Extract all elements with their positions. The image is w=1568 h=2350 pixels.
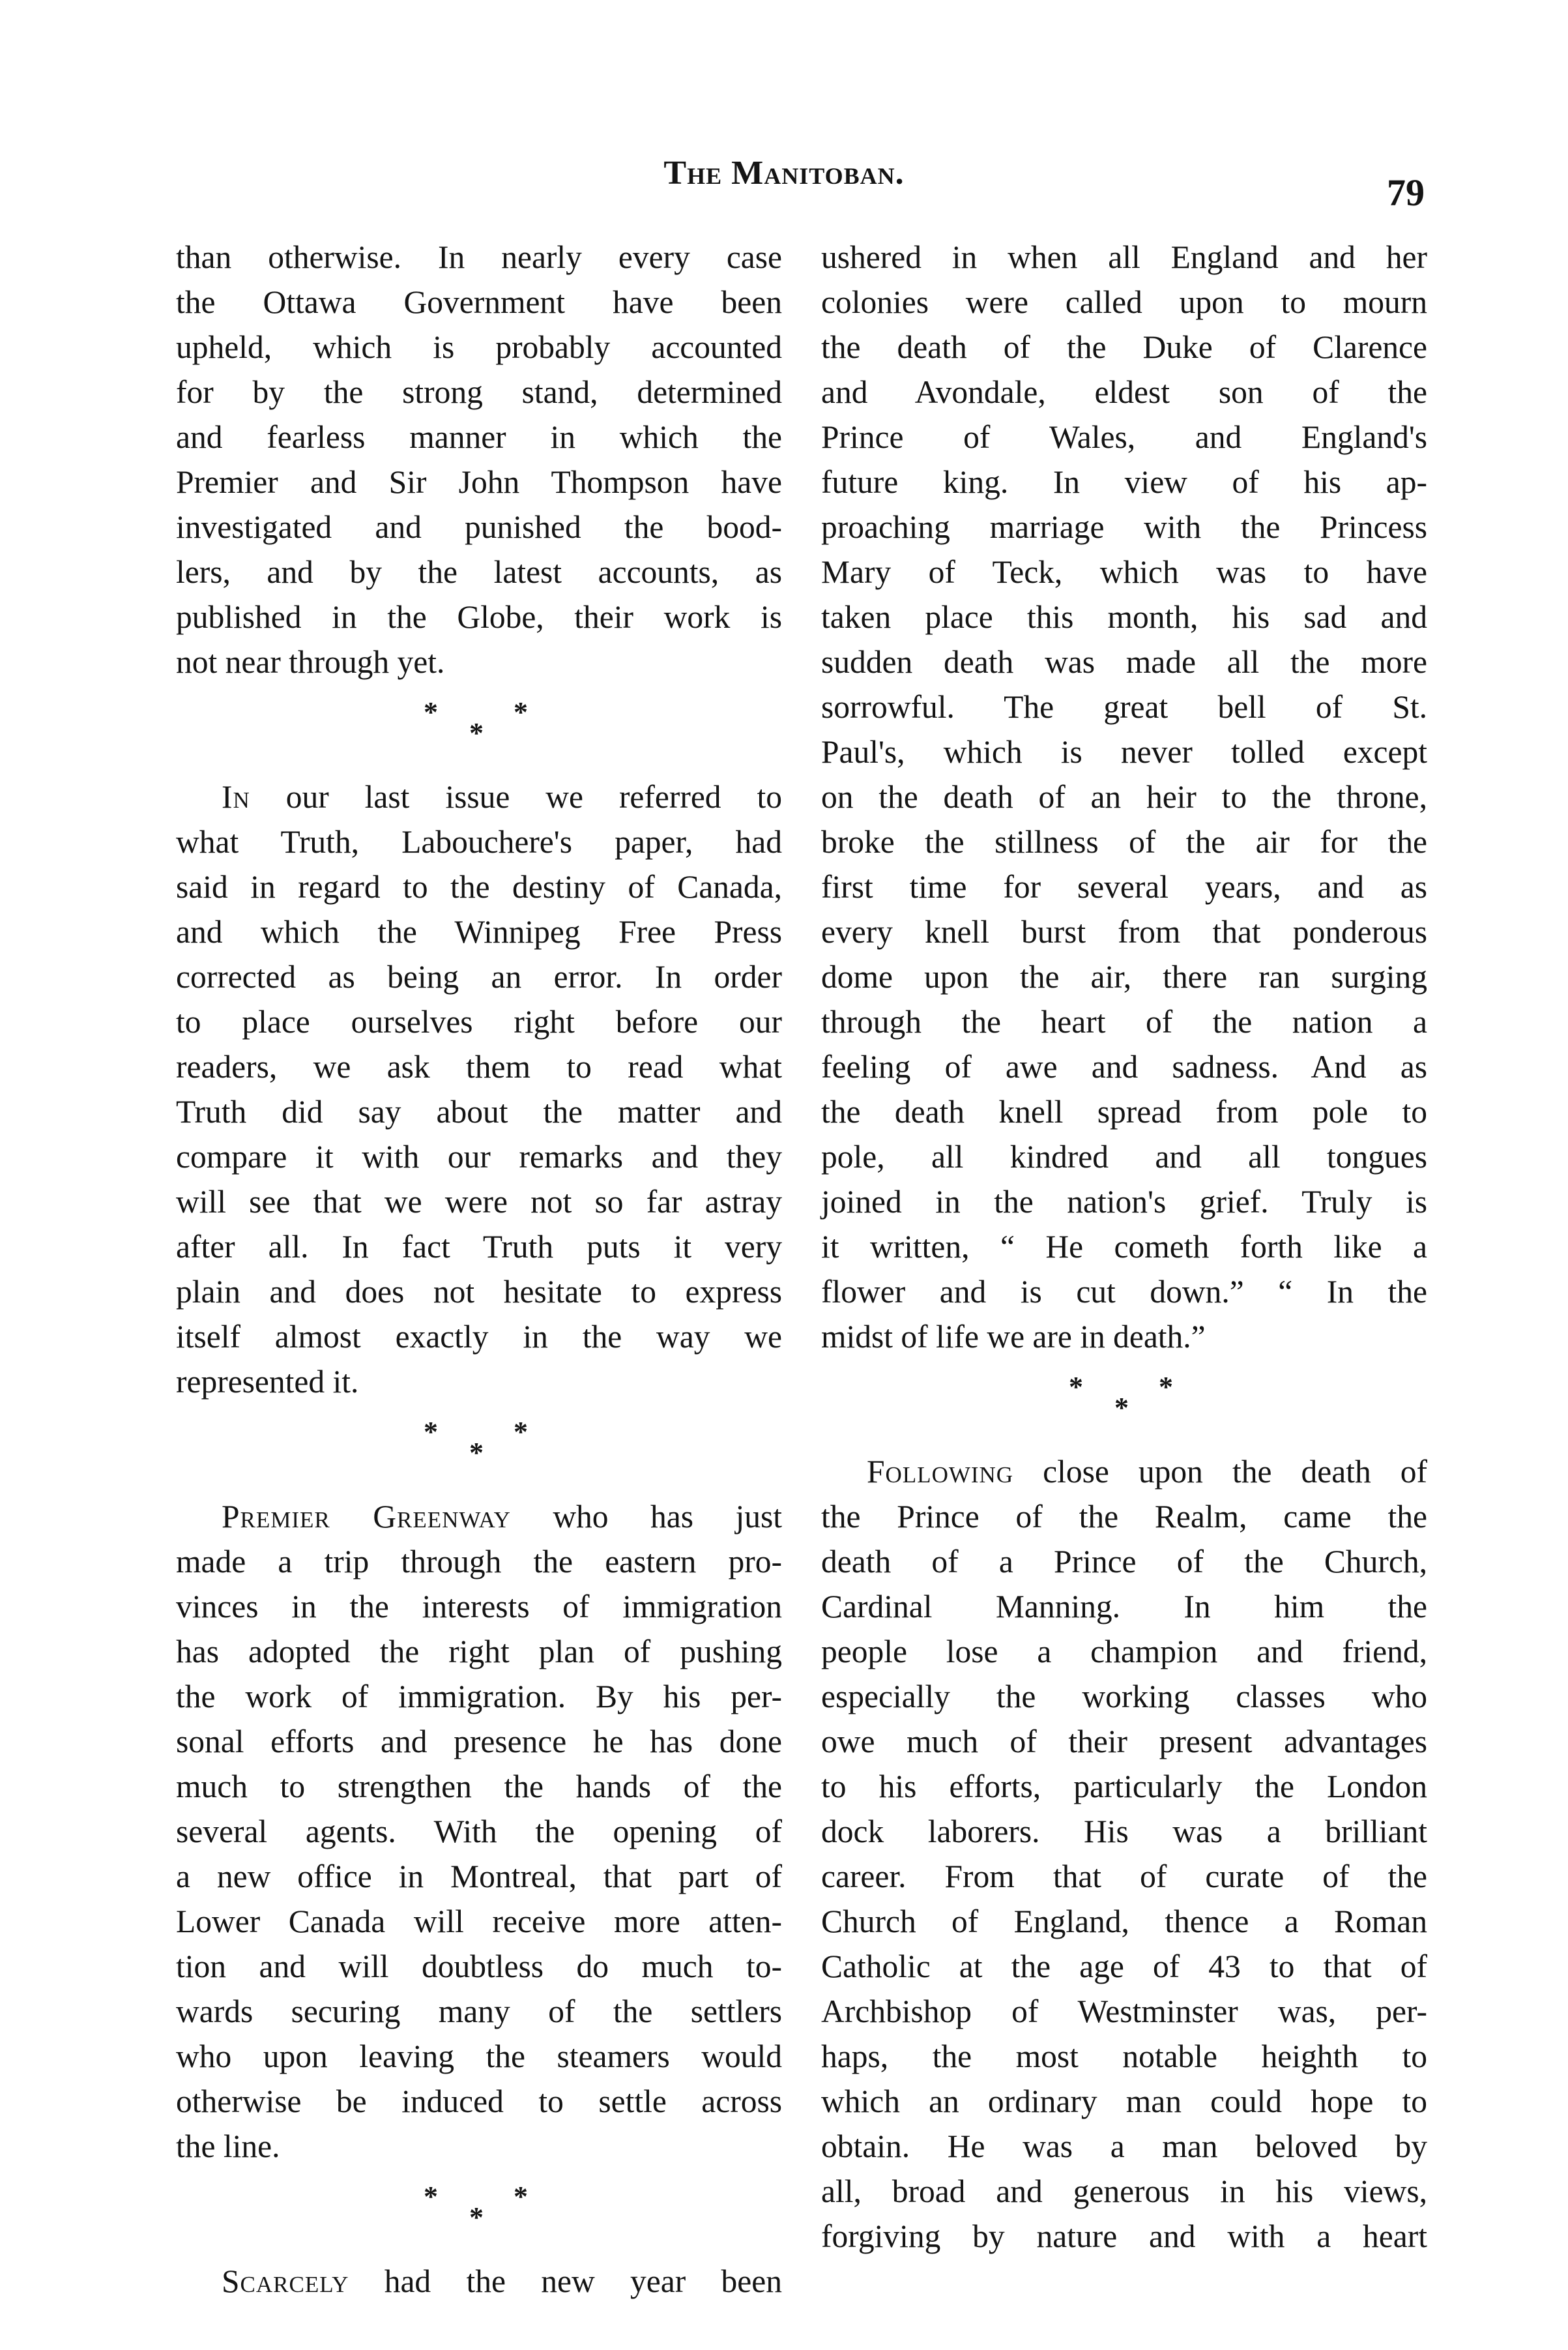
text-line: sorrowful. The great bell of St. <box>821 689 1427 725</box>
text-line: haps, the most notable heighth to <box>821 2038 1427 2074</box>
text-line: readers, we ask them to read what <box>176 1049 782 1085</box>
text-line: upheld, which is probably accounted <box>176 329 782 365</box>
asterisk: * <box>514 696 528 728</box>
asterisk: * <box>514 1416 528 1448</box>
text-line: broke the stillness of the air for the <box>821 824 1427 860</box>
text-line: after all. In fact Truth puts it very <box>176 1229 782 1265</box>
asterisk: * <box>424 696 438 728</box>
asterisk: * <box>469 2201 484 2233</box>
asterisk: * <box>1114 1392 1129 1424</box>
asterisk: * <box>514 2181 528 2212</box>
text-line: to place ourselves right before our <box>176 1004 782 1040</box>
text-line: career. From that of curate of the <box>821 1858 1427 1894</box>
text-line <box>176 2259 782 2304</box>
text-line: sonal efforts and presence he has done <box>176 1724 782 1759</box>
text-line: than otherwise. In nearly every case <box>176 239 782 275</box>
left-column <box>176 235 782 2304</box>
text-line: pole, all kindred and all tongues <box>821 1139 1427 1175</box>
text-line: obtain. He was a man beloved by <box>821 2128 1427 2164</box>
text-line: owe much of their present advantages <box>821 1724 1427 1759</box>
text-line: wards securing many of the settlers <box>176 1993 782 2029</box>
asterisk: * <box>1159 1371 1173 1403</box>
text-line: joined in the nation's grief. Truly is <box>821 1184 1427 1220</box>
paragraph-ottawa-government <box>176 235 782 684</box>
text-line: Church of England, thence a Roman <box>821 1903 1427 1939</box>
text-line: taken place this month, his sad and <box>821 599 1427 635</box>
section-separator <box>176 2169 782 2259</box>
text-run: who has just <box>510 1499 782 1535</box>
text-line: said in regard to the destiny of Canada, <box>176 869 782 905</box>
text-line: much to strengthen the hands of the <box>176 1769 782 1804</box>
text-line: the death of the Duke of Clarence <box>821 329 1427 365</box>
lead-in: Following <box>867 1454 1014 1490</box>
text-line: colonies were called upon to mourn <box>821 284 1427 320</box>
asterisk: * <box>469 717 484 749</box>
text-line: will see that we were not so far astray <box>176 1184 782 1220</box>
lead-in: Scarcely <box>222 2263 349 2299</box>
text-line: a new office in Montreal, that part of <box>176 1858 782 1894</box>
text-line: not near through yet. <box>176 644 445 680</box>
text-run: had the new year been <box>349 2263 782 2299</box>
section-separator <box>821 1359 1427 1449</box>
text-line: which an ordinary man could hope to <box>821 2083 1427 2119</box>
text-line: it written, “ He cometh forth like a <box>821 1229 1427 1265</box>
text-line: what Truth, Labouchere's paper, had <box>176 824 782 860</box>
text-line: and Avondale, eldest son of the <box>821 374 1427 410</box>
text-line: the work of immigration. By his per- <box>176 1679 782 1714</box>
text-line: for by the strong stand, determined <box>176 374 782 410</box>
text-line: Paul's, which is never tolled except <box>821 734 1427 770</box>
text-line: vinces in the interests of immigration <box>176 1589 782 1624</box>
text-line: especially the working classes who <box>821 1679 1427 1714</box>
text-line: and which the Winnipeg Free Press <box>176 914 782 950</box>
text-line: all, broad and generous in his views, <box>821 2173 1427 2209</box>
running-head: The Manitoban. <box>663 154 905 192</box>
text-line: the line. <box>176 2128 280 2164</box>
text-line: forgiving by nature and with a heart <box>821 2218 1427 2254</box>
text-line <box>176 1494 782 1539</box>
text-line: proaching marriage with the Princess <box>821 509 1427 545</box>
paragraph-scarcely <box>176 2259 782 2304</box>
text-line: midst of life we are in death.” <box>821 1319 1206 1355</box>
right-column <box>821 235 1427 2259</box>
text-line: flower and is cut down.” “ In the <box>821 1274 1427 1310</box>
text-line: otherwise be induced to settle across <box>176 2083 782 2119</box>
text-line: death of a Prince of the Church, <box>821 1544 1427 1579</box>
text-line: Cardinal Manning. In him the <box>821 1589 1427 1624</box>
text-run: close upon the death of <box>1013 1454 1427 1490</box>
text-line: every knell burst from that ponderous <box>821 914 1427 950</box>
text-run: our last issue we referred to <box>250 779 782 815</box>
text-line: made a trip through the eastern pro- <box>176 1544 782 1579</box>
section-separator <box>176 684 782 774</box>
text-line: represented it. <box>176 1364 359 1400</box>
text-line: has adopted the right plan of pushing <box>176 1634 782 1669</box>
text-line <box>821 1449 1427 1494</box>
lead-in: Premier Greenway <box>222 1499 511 1535</box>
text-line <box>176 774 782 819</box>
text-line: through the heart of the nation a <box>821 1004 1427 1040</box>
text-line: people lose a champion and friend, <box>821 1634 1427 1669</box>
text-line: on the death of an heir to the throne, <box>821 779 1427 815</box>
text-line: tion and will doubtless do much to- <box>176 1948 782 1984</box>
text-line: Mary of Teck, which was to have <box>821 554 1427 590</box>
asterisk: * <box>424 2181 438 2212</box>
asterisk: * <box>469 1437 484 1469</box>
text-line: published in the Globe, their work is <box>176 599 782 635</box>
text-line: dock laborers. His was a brilliant <box>821 1814 1427 1849</box>
text-line: dome upon the air, there ran surging <box>821 959 1427 995</box>
text-line: plain and does not hesitate to express <box>176 1274 782 1310</box>
paragraph-cardinal-manning <box>821 1449 1427 2259</box>
text-line: Premier and Sir John Thompson have <box>176 464 782 500</box>
text-line: investigated and punished the bood- <box>176 509 782 545</box>
asterisk: * <box>424 1416 438 1448</box>
text-line: Truth did say about the matter and <box>176 1094 782 1130</box>
section-separator <box>176 1404 782 1494</box>
text-line: Lower Canada will receive more atten- <box>176 1903 782 1939</box>
text-line: first time for several years, and as <box>821 869 1427 905</box>
text-line: compare it with our remarks and they <box>176 1139 782 1175</box>
text-line: future king. In view of his ap- <box>821 464 1427 500</box>
text-line: the Prince of the Realm, came the <box>821 1499 1427 1535</box>
text-line: sudden death was made all the more <box>821 644 1427 680</box>
text-line: Prince of Wales, and England's <box>821 419 1427 455</box>
text-line: feeling of awe and sadness. And as <box>821 1049 1427 1085</box>
text-line: the death knell spread from pole to <box>821 1094 1427 1130</box>
text-line: to his efforts, particularly the London <box>821 1769 1427 1804</box>
text-line: corrected as being an error. In order <box>176 959 782 995</box>
text-line: itself almost exactly in the way we <box>176 1319 782 1355</box>
text-line: the Ottawa Government have been <box>176 284 782 320</box>
text-line: several agents. With the opening of <box>176 1814 782 1849</box>
text-line: Archbishop of Westminster was, per- <box>821 1993 1427 2029</box>
text-line: who upon leaving the steamers would <box>176 2038 782 2074</box>
asterisk: * <box>1069 1371 1083 1403</box>
text-line: lers, and by the latest accounts, as <box>176 554 782 590</box>
text-line: and fearless manner in which the <box>176 419 782 455</box>
paragraph-duke-of-clarence <box>821 235 1427 1359</box>
text-line: ushered in when all England and her <box>821 239 1427 275</box>
text-line: Catholic at the age of 43 to that of <box>821 1948 1427 1984</box>
paragraph-greenway <box>176 1494 782 2169</box>
lead-in: In <box>222 779 250 815</box>
paragraph-truth <box>176 774 782 1404</box>
page-number: 79 <box>1387 171 1425 214</box>
